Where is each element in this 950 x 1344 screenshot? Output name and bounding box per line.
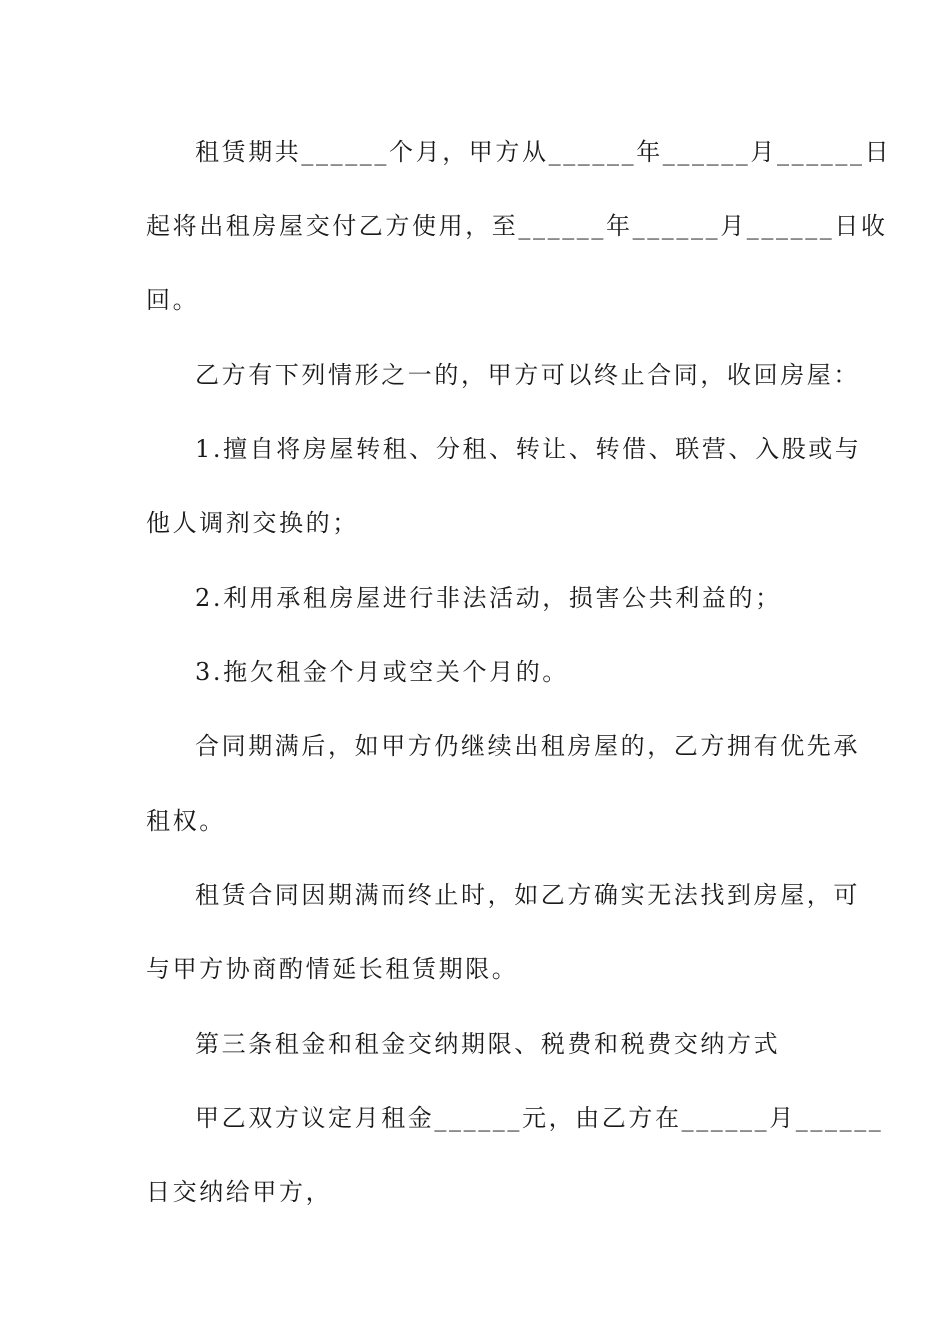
paragraph-extension-line-2: 与甲方协商酌情延长租赁期限。	[146, 955, 519, 983]
paragraph-rent-line-2: 日交纳给甲方，	[146, 1178, 333, 1206]
paragraph-renewal-line-1: 合同期满后，如甲方仍继续出租房屋的，乙方拥有优先承	[195, 732, 860, 760]
paragraph-renewal-line-2: 租权。	[146, 807, 226, 835]
list-item-1-line-1: 1.擅自将房屋转租、分租、转让、转借、联营、入股或与	[195, 435, 862, 463]
paragraph-lease-term-line-2: 起将出租房屋交付乙方使用，至______年______月______日收	[146, 212, 888, 240]
list-item-3: 3.拖欠租金个月或空关个月的。	[195, 658, 569, 686]
list-item-2: 2.利用承租房屋进行非法活动，损害公共利益的；	[195, 584, 782, 612]
list-item-1-line-2: 他人调剂交换的；	[146, 509, 359, 537]
paragraph-termination-intro: 乙方有下列情形之一的，甲方可以终止合同，收回房屋：	[195, 361, 860, 389]
paragraph-lease-term-line-1: 租赁期共______个月，甲方从______年______月______日	[195, 138, 892, 166]
paragraph-extension-line-1: 租赁合同因期满而终止时，如乙方确实无法找到房屋，可	[195, 881, 860, 909]
paragraph-lease-term-line-3: 回。	[146, 286, 200, 314]
paragraph-rent-line-1: 甲乙双方议定月租金______元，由乙方在______月______	[195, 1104, 884, 1132]
section-heading-article-3: 第三条租金和租金交纳期限、税费和税费交纳方式	[195, 1030, 781, 1058]
